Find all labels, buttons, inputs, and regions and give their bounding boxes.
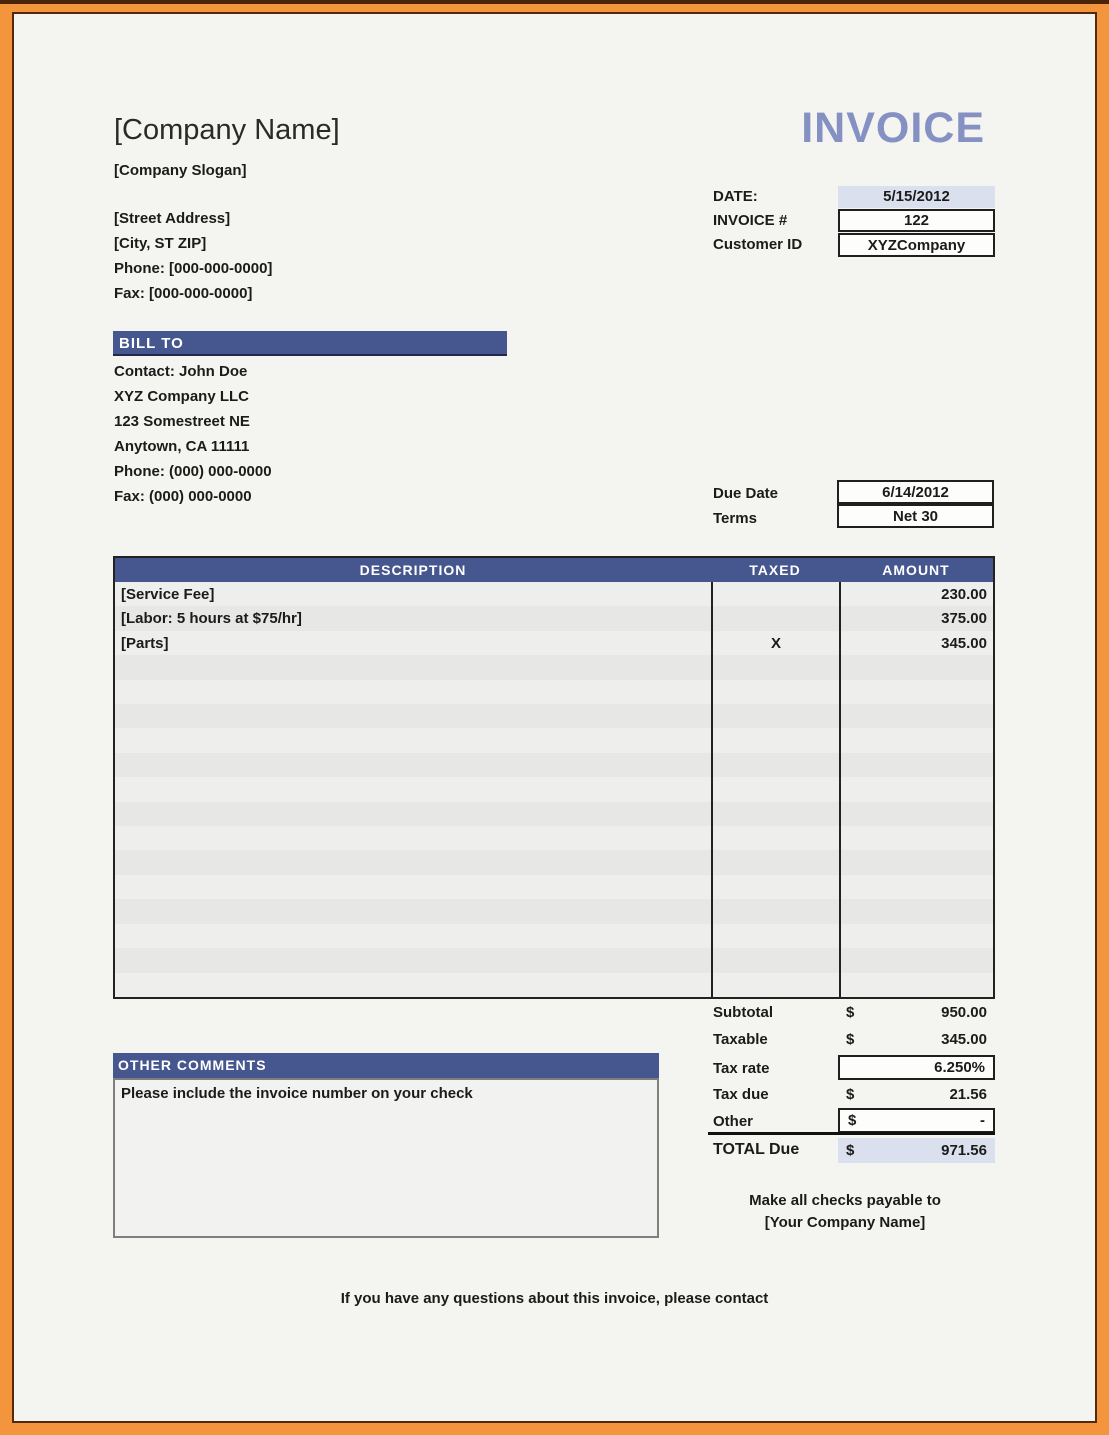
item-taxed xyxy=(711,606,839,630)
currency-symbol: $ xyxy=(848,1112,857,1129)
company-city: [City, ST ZIP] xyxy=(114,235,207,252)
invoice-number-label: INVOICE # xyxy=(713,212,788,229)
total-due-amount: 971.56 xyxy=(941,1142,987,1159)
table-row-empty[interactable] xyxy=(115,777,993,801)
table-row-empty[interactable] xyxy=(115,948,993,972)
company-phone: Phone: [000-000-0000] xyxy=(114,260,273,277)
due-date-label: Due Date xyxy=(713,485,779,502)
page-frame-top-edge xyxy=(0,0,1109,4)
table-row-empty[interactable] xyxy=(115,850,993,874)
table-row-empty[interactable] xyxy=(115,728,993,752)
bill-to-phone: Phone: (000) 000-0000 xyxy=(114,463,272,480)
items-table-body xyxy=(115,582,993,997)
table-row-empty[interactable] xyxy=(115,924,993,948)
customer-id-label: Customer ID xyxy=(713,236,803,253)
tax-due-amount: 21.56 xyxy=(949,1086,987,1103)
other-label: Other xyxy=(713,1113,754,1130)
company-street: [Street Address] xyxy=(114,210,231,227)
comments-text: Please include the invoice number on your check xyxy=(121,1085,473,1102)
bill-to-street: 123 Somestreet NE xyxy=(114,413,250,430)
totals-divider xyxy=(708,1132,995,1135)
item-amount: 230.00 xyxy=(839,582,993,606)
table-row-empty[interactable] xyxy=(115,655,993,679)
invoice-content xyxy=(14,14,1095,1421)
checks-payable-note xyxy=(690,1190,1000,1234)
table-row-empty[interactable] xyxy=(115,826,993,850)
bill-to-fax: Fax: (000) 000-0000 xyxy=(114,488,252,505)
item-description: [Service Fee] xyxy=(121,585,215,603)
tax-due-value xyxy=(838,1086,995,1103)
tax-due-label: Tax due xyxy=(713,1086,769,1103)
items-table xyxy=(113,556,995,999)
taxable-label: Taxable xyxy=(713,1031,768,1048)
subtotal-value xyxy=(838,1004,995,1021)
currency-symbol: $ xyxy=(846,1031,855,1048)
terms-field[interactable]: Net 30 xyxy=(837,504,994,528)
item-taxed: X xyxy=(711,631,839,655)
table-row-empty[interactable] xyxy=(115,680,993,704)
due-date-field[interactable]: 6/14/2012 xyxy=(837,480,994,504)
company-fax: Fax: [000-000-0000] xyxy=(114,285,253,302)
other-field[interactable] xyxy=(838,1108,995,1133)
bill-to-company: XYZ Company LLC xyxy=(114,388,250,405)
taxable-amount: 345.00 xyxy=(941,1031,987,1048)
currency-symbol: $ xyxy=(846,1142,855,1159)
table-row-empty[interactable] xyxy=(115,753,993,777)
bill-to-header: BILL TO xyxy=(113,331,507,356)
currency-symbol: $ xyxy=(846,1086,855,1103)
table-row-empty[interactable] xyxy=(115,973,993,997)
table-row-empty[interactable] xyxy=(115,899,993,923)
other-comments-header: OTHER COMMENTS xyxy=(113,1053,659,1078)
customer-id-field[interactable]: XYZCompany xyxy=(838,233,995,257)
item-description: [Labor: 5 hours at $75/hr] xyxy=(121,610,302,628)
column-header-amount: AMOUNT xyxy=(882,562,950,578)
bill-to-contact: Contact: John Doe xyxy=(114,363,248,380)
item-description: [Parts] xyxy=(121,634,169,652)
item-taxed xyxy=(711,582,839,606)
terms-label: Terms xyxy=(713,510,757,527)
total-due-value xyxy=(838,1138,995,1163)
currency-symbol: $ xyxy=(846,1004,855,1021)
total-due-label: TOTAL Due xyxy=(713,1141,800,1158)
table-row-empty[interactable] xyxy=(115,704,993,728)
tax-rate-field[interactable] xyxy=(838,1055,995,1080)
items-table-header xyxy=(115,558,993,582)
footer-contact-note: If you have any questions about this invoice, please contact xyxy=(340,1290,769,1307)
company-name: [Company Name] xyxy=(114,114,340,146)
table-row[interactable] xyxy=(115,631,993,655)
table-row[interactable] xyxy=(115,606,993,630)
item-amount: 345.00 xyxy=(839,631,993,655)
checks-payable-line1: Make all checks payable to xyxy=(749,1192,941,1209)
checks-payable-line2: [Your Company Name] xyxy=(764,1214,926,1231)
invoice-title: INVOICE xyxy=(801,104,985,152)
taxable-value xyxy=(838,1031,995,1048)
subtotal-amount: 950.00 xyxy=(941,1004,987,1021)
table-row-empty[interactable] xyxy=(115,802,993,826)
tax-rate-amount: 6.250% xyxy=(934,1059,985,1076)
column-header-taxed: TAXED xyxy=(749,562,801,578)
other-amount: - xyxy=(980,1112,985,1129)
invoice-page xyxy=(12,12,1097,1423)
other-comments-box[interactable] xyxy=(113,1078,659,1238)
subtotal-label: Subtotal xyxy=(713,1004,773,1021)
bill-to-city: Anytown, CA 11111 xyxy=(114,438,250,455)
table-row[interactable] xyxy=(115,582,993,606)
tax-rate-label: Tax rate xyxy=(713,1060,770,1077)
date-label: DATE: xyxy=(713,188,758,205)
company-slogan: [Company Slogan] xyxy=(114,162,247,179)
date-value-field[interactable]: 5/15/2012 xyxy=(838,186,995,208)
table-row-empty[interactable] xyxy=(115,875,993,899)
item-amount: 375.00 xyxy=(839,606,993,630)
invoice-number-field[interactable]: 122 xyxy=(838,209,995,232)
column-header-description: DESCRIPTION xyxy=(359,562,467,578)
